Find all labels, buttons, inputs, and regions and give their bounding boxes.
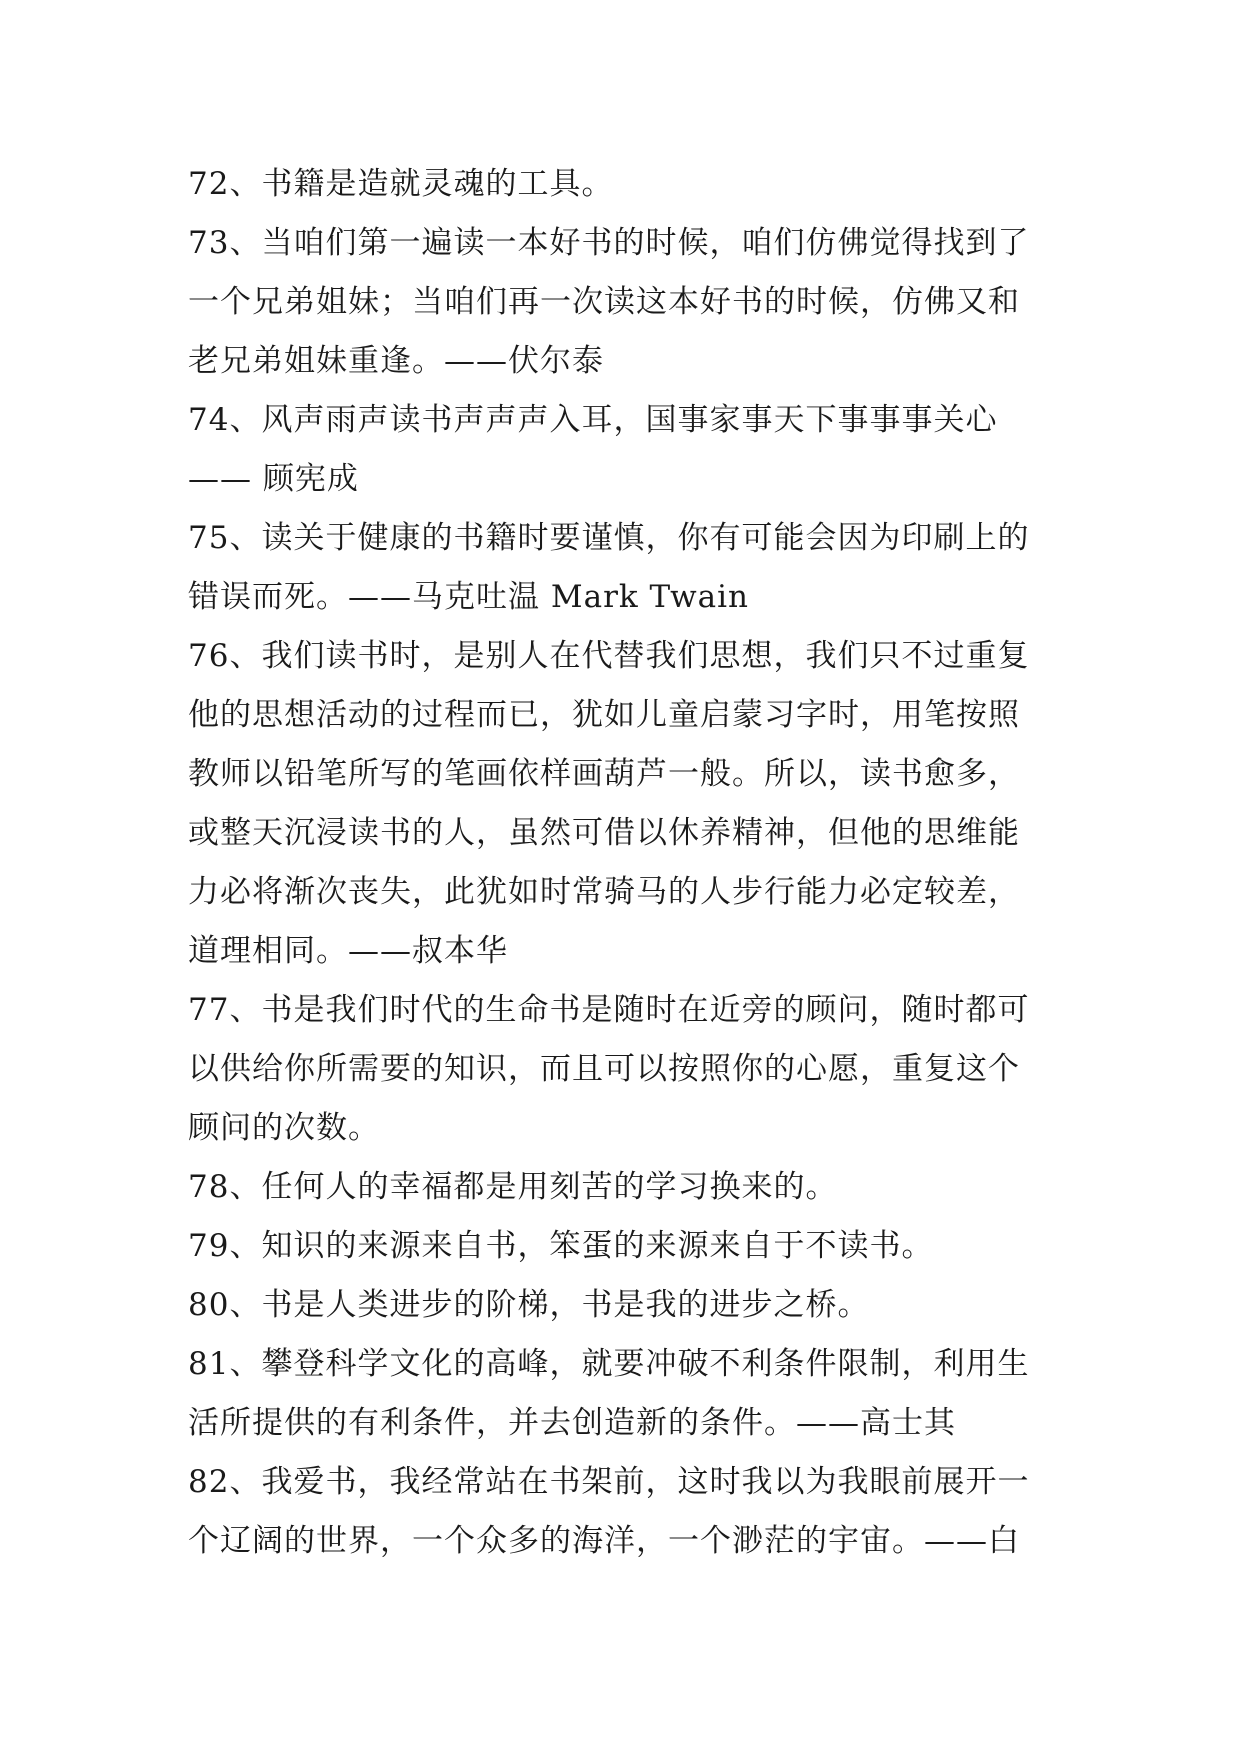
- text-line: 以供给你所需要的知识，而且可以按照你的心愿，重复这个: [188, 1051, 1020, 1087]
- text-line: 他的思想活动的过程而已，犹如儿童启蒙习字时，用笔按照: [188, 697, 1020, 733]
- text-line: 一个兄弟姐妹；当咱们再一次读这本好书的时候，仿佛又和: [188, 284, 1020, 320]
- text-line: 教师以铅笔所写的笔画依样画葫芦一般。所以，读书愈多，: [188, 756, 1020, 792]
- text-line: 74、风声雨声读书声声声入耳，国事家事天下事事事关心: [188, 402, 998, 438]
- text-line: 72、书籍是造就灵魂的工具。: [188, 166, 614, 202]
- text-line: 77、书是我们时代的生命书是随时在近旁的顾问，随时都可: [188, 992, 1030, 1028]
- text-line: —— 顾宪成: [188, 461, 359, 497]
- quote-list: [188, 155, 1058, 1571]
- text-line: 道理相同。——叔本华: [188, 933, 508, 969]
- text-line: 81、攀登科学文化的高峰，就要冲破不利条件限制，利用生: [188, 1346, 1030, 1382]
- text-line: 力必将渐次丧失，此犹如时常骑马的人步行能力必定较差，: [188, 874, 1020, 910]
- text-line: 78、任何人的幸福都是用刻苦的学习换来的。: [188, 1169, 838, 1205]
- text-line: 顾问的次数。: [188, 1110, 380, 1146]
- text-line: 73、当咱们第一遍读一本好书的时候，咱们仿佛觉得找到了: [188, 225, 1030, 261]
- text-line: 活所提供的有利条件，并去创造新的条件。——高士其: [188, 1405, 956, 1441]
- text-line: 79、知识的来源来自书，笨蛋的来源来自于不读书。: [188, 1228, 934, 1264]
- text-line: 76、我们读书时，是别人在代替我们思想，我们只不过重复: [188, 638, 1030, 674]
- text-line: 80、书是人类进步的阶梯，书是我的进步之桥。: [188, 1287, 870, 1323]
- text-line: 或整天沉浸读书的人，虽然可借以休养精神，但他的思维能: [188, 815, 1020, 851]
- text-line: 个辽阔的世界，一个众多的海洋，一个渺茫的宇宙。——白: [188, 1523, 1020, 1559]
- text-line: 82、我爱书，我经常站在书架前，这时我以为我眼前展开一: [188, 1464, 1030, 1500]
- text-line: 老兄弟姐妹重逢。——伏尔泰: [188, 343, 604, 379]
- text-line: 错误而死。——马克吐温 Mark Twain: [188, 579, 750, 615]
- text-line: 75、读关于健康的书籍时要谨慎，你有可能会因为印刷上的: [188, 520, 1030, 556]
